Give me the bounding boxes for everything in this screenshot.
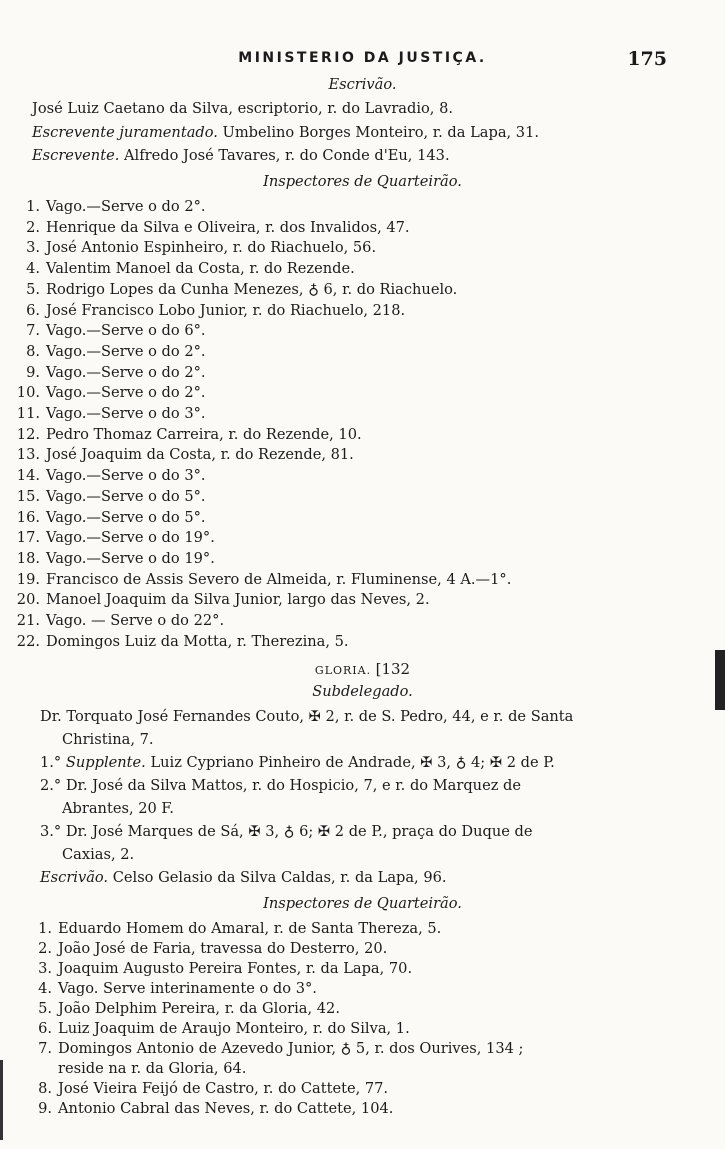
list-item-number: 1. <box>38 920 52 937</box>
supplente-3-line-1: 3.° Dr. José Marques de Sá, ✠ 3, ♁ 6; ✠ 2 de P., praça do Duque de <box>40 823 533 840</box>
inspector-list-item <box>24 1100 393 1117</box>
inspector-list-item <box>12 509 206 526</box>
inspector-list-item <box>12 322 206 339</box>
list-item-number: 17. <box>16 529 40 547</box>
inspector-list-item <box>24 1000 340 1017</box>
inspector-list-item <box>12 281 457 298</box>
list-item-number: 5. <box>38 1000 52 1017</box>
list-item-number: 2. <box>26 218 40 236</box>
list-item-number: 22. <box>16 632 40 650</box>
inspector-list-item <box>24 940 387 957</box>
list-item-text: Vago.—Serve o do 19°. <box>46 549 215 567</box>
supplente-1-line <box>40 754 555 771</box>
list-item-number: 11. <box>16 405 40 422</box>
inspector-list-item <box>12 446 354 463</box>
inspector-list-item <box>12 633 349 650</box>
list-item-text: Pedro Thomaz Carreira, r. do Rezende, 10. <box>46 425 362 443</box>
list-item-text: Manoel Joaquim da Silva Junior, largo das Neves, 2. <box>46 591 430 609</box>
subdelegado-line-1: Dr. Torquato José Fernandes Couto, ✠ 2, r. de S. Pedro, 44, e r. de Santa <box>40 708 574 725</box>
inspector-list-item <box>12 529 215 546</box>
list-item-number: 9. <box>38 1100 52 1117</box>
list-item-text: Vago.—Serve o do 2°. <box>46 363 206 381</box>
list-item-number: 6. <box>26 301 40 319</box>
list-item-text: Vago.—Serve o do 5°. <box>46 487 206 505</box>
list-item-number: 8. <box>38 1080 52 1097</box>
inspectores-heading-1: Inspectores de Quarteirão. <box>263 173 462 190</box>
inspector-list-item <box>12 488 206 505</box>
list-item-number: 8. <box>26 342 40 360</box>
list-item-text: Vago.—Serve o do 3°. <box>46 405 206 422</box>
inspector-list-item <box>24 1060 246 1077</box>
list-item-number: 20. <box>16 591 40 609</box>
list-item-number: 9. <box>26 363 40 381</box>
escrevente-juramentado-label: Escrevente juramentado. <box>32 124 218 141</box>
inspector-list-item <box>12 612 224 629</box>
list-item-text: João Delphim Pereira, r. da Gloria, 42. <box>58 1000 340 1017</box>
escrivao-line: José Luiz Caetano da Silva, escriptorio, r. do Lavradio, 8. <box>32 100 453 117</box>
list-item-number: 21. <box>16 612 40 629</box>
list-item-number: 3. <box>38 960 52 977</box>
page-header <box>0 48 725 74</box>
inspector-list-item <box>24 1020 410 1037</box>
list-item-number: 19. <box>16 570 40 588</box>
list-item-text: José Joaquim da Costa, r. do Rezende, 81. <box>46 446 354 464</box>
page-edge-mark <box>715 650 725 710</box>
district-heading <box>0 660 725 678</box>
escrevente-juramentado-text: Umbelino Borges Monteiro, r. da Lapa, 31. <box>222 124 540 141</box>
page-number: 175 <box>627 48 667 70</box>
district-ref: [132 <box>375 660 411 678</box>
list-item-number: 4. <box>26 260 40 278</box>
escrivao-2-line <box>40 869 447 886</box>
inspector-list-item <box>12 591 430 608</box>
list-item-text: José Antonio Espinheiro, r. do Riachuelo, 56. <box>46 239 377 257</box>
district-name: GLORIA. <box>314 664 372 677</box>
escrevente-text: Alfredo José Tavares, r. do Conde d'Eu, 143. <box>124 147 450 164</box>
list-item-text: Vago.—Serve o do 5°. <box>46 508 206 526</box>
supplente-2-line-2: Abrantes, 20 F. <box>62 800 174 817</box>
list-item-number: 7. <box>38 1040 52 1057</box>
inspector-list-item <box>12 343 206 360</box>
escrivao-2-label: Escrivão. <box>40 869 109 886</box>
list-item-number: 4. <box>38 980 52 997</box>
list-item-text: José Vieira Feijó de Castro, r. do Cattete, 77. <box>58 1080 389 1097</box>
list-item-text: Antonio Cabral das Neves, r. do Cattete, 104. <box>58 1100 394 1117</box>
list-item-text: Luiz Joaquim de Araujo Monteiro, r. do Silva, 1. <box>58 1020 410 1037</box>
escrevente-juramentado-line <box>32 124 539 141</box>
inspector-list-item <box>12 550 215 567</box>
list-item-text: Rodrigo Lopes da Cunha Menezes, ♁ 6, r. do Riachuelo. <box>46 280 458 298</box>
list-item-text: José Francisco Lobo Junior, r. do Riachuelo, 218. <box>46 301 406 319</box>
list-item-number: 2. <box>38 940 52 957</box>
list-item-number: 13. <box>16 446 40 464</box>
escrivao-heading: Escrivão. <box>328 76 397 93</box>
list-item-number: 14. <box>16 467 40 485</box>
inspector-list-item <box>12 426 362 443</box>
inspector-list-item <box>12 219 410 236</box>
inspectores-heading-2: Inspectores de Quarteirão. <box>263 895 462 912</box>
list-item-number: 6. <box>38 1020 52 1037</box>
inspector-list-item <box>12 239 376 256</box>
supplente-3-line-2: Caxias, 2. <box>62 846 135 863</box>
subdelegado-heading: Subdelegado. <box>312 683 413 700</box>
inspector-list-item <box>24 980 317 997</box>
list-item-number: 18. <box>16 549 40 567</box>
inspector-list-item <box>12 571 511 588</box>
inspector-list-item <box>12 198 206 215</box>
list-item-number: 1. <box>26 198 40 215</box>
list-item-number: 3. <box>26 239 40 257</box>
page-edge-mark-left <box>0 1060 3 1140</box>
inspector-list-item <box>12 405 206 422</box>
list-item-text: reside na r. da Gloria, 64. <box>58 1060 247 1077</box>
inspector-list-item <box>12 384 206 401</box>
inspector-list-item <box>12 302 405 319</box>
list-item-number: 12. <box>16 425 40 443</box>
inspector-list-item <box>24 960 412 977</box>
escrevente-line <box>32 147 450 164</box>
inspector-list-item <box>12 260 355 277</box>
list-item-text: Vago.—Serve o do 19°. <box>46 529 215 547</box>
supplente-1-number: 1.° <box>40 754 62 771</box>
list-item-number: 5. <box>26 280 40 298</box>
list-item-number: 10. <box>16 384 40 402</box>
inspector-list-item <box>24 1080 388 1097</box>
list-item-text: Eduardo Homem do Amaral, r. de Santa Thereza, 5. <box>58 920 442 937</box>
list-item-text: Joaquim Augusto Pereira Fontes, r. da Lapa, 70. <box>58 960 413 977</box>
list-item-text: Vago. Serve interinamente o do 3°. <box>58 980 317 997</box>
list-item-text: João José de Faria, travessa do Desterro, 20. <box>58 940 388 957</box>
inspector-list-item <box>24 1040 523 1057</box>
list-item-number: 16. <box>16 508 40 526</box>
running-title: MINISTERIO DA JUSTIÇA. <box>238 50 487 66</box>
list-item-text: Vago.—Serve o do 2°. <box>46 342 206 360</box>
list-item-text: Francisco de Assis Severo de Almeida, r. Fluminense, 4 A.—1°. <box>46 570 512 588</box>
escrivao-2-text: Celso Gelasio da Silva Caldas, r. da Lapa, 96. <box>112 869 447 886</box>
list-item-text: Vago.—Serve o do 2°. <box>46 198 206 215</box>
list-item-text: Domingos Antonio de Azevedo Junior, ♁ 5, r. dos Ourives, 134 ; <box>58 1040 524 1057</box>
list-item-text: Domingos Luiz da Motta, r. Therezina, 5. <box>46 632 349 650</box>
list-item-number: 15. <box>16 487 40 505</box>
list-item-number: 7. <box>26 322 40 340</box>
escrevente-label: Escrevente. <box>32 147 120 164</box>
list-item-text: Valentim Manoel da Costa, r. do Rezende. <box>46 260 355 278</box>
list-item-text: Vago. — Serve o do 22°. <box>46 612 225 629</box>
supplente-2-line-1: 2.° Dr. José da Silva Mattos, r. do Hospicio, 7, e r. do Marquez de <box>40 777 522 794</box>
inspector-list-item <box>12 467 206 484</box>
list-item-text: Henrique da Silva e Oliveira, r. dos Invalidos, 47. <box>46 218 410 236</box>
inspector-list-item <box>24 920 441 937</box>
supplente-label: Supplente. <box>65 754 146 771</box>
list-item-text: Vago.—Serve o do 2°. <box>46 384 206 402</box>
inspector-list-item <box>12 364 206 381</box>
list-item-text: Vago.—Serve o do 3°. <box>46 467 206 485</box>
supplente-1-text: Luiz Cypriano Pinheiro de Andrade, ✠ 3, ♁ 4; ✠ 2 de P. <box>150 754 555 771</box>
subdelegado-line-2: Christina, 7. <box>62 731 154 748</box>
list-item-text: Vago.—Serve o do 6°. <box>46 322 206 340</box>
